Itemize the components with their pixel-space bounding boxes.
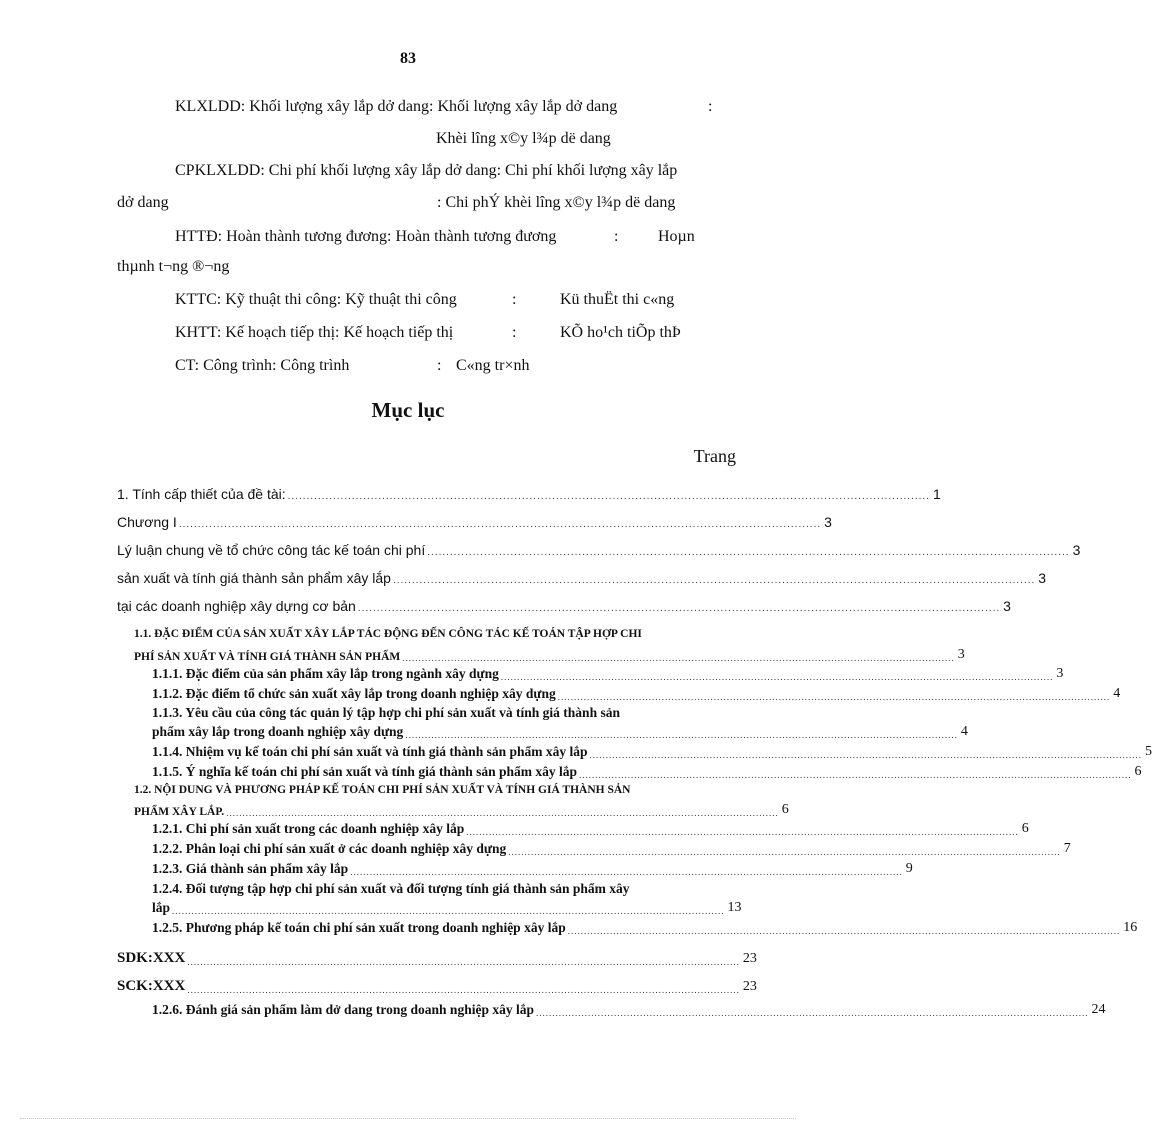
toc-page-number: 6: [1021, 821, 1029, 836]
toc-entry[interactable]: [117, 570, 1047, 586]
dot-leader: ..........................................................................................................................................................................: [350, 867, 903, 877]
abbr-ct-tail: C«ng tr×nh: [456, 357, 530, 374]
abbr-klxldd-line1: KLXLDD: Khối lượng xây lắp dở dang: Khối lượng xây lắp dở dang: [175, 98, 618, 115]
toc-page-number: 16: [1123, 920, 1138, 935]
toc-entry-text: 1.2.1. Chi phí sản xuất trong các doanh nghiệp xây lắp: [152, 821, 465, 836]
abbr-kttc-line1: KTTC: Kỹ thuật thi công: Kỹ thuật thi công: [175, 291, 457, 308]
abbr-httd-line1: HTTĐ: Hoàn thành tương đương: Hoàn thành tương đương: [175, 228, 557, 245]
toc-entry[interactable]: [152, 764, 1142, 780]
toc-page-number: 3: [824, 514, 832, 530]
toc-entry-text: SCK:XXX: [117, 978, 186, 994]
toc-entry-text: SDK:XXX: [117, 950, 186, 966]
toc-entry-text: 1.1.5. Ý nghĩa kế toán chi phí sản xuất và tính giá thành sản phẩm xây lắp: [152, 764, 577, 779]
toc-entry-text: PHẨM XÂY LẮP.: [134, 806, 225, 818]
toc-entry[interactable]: [152, 861, 913, 877]
toc-page-number: 3: [1038, 570, 1047, 586]
dot-leader: ..........................................................................................................................................................................: [402, 653, 955, 663]
abbr-httd-colon: :: [614, 228, 619, 245]
dot-leader: ..........................................................................................................................................................................: [508, 847, 1061, 857]
toc-entry-text: phẩm xây lắp trong doanh nghiệp xây dựng: [152, 724, 404, 739]
toc-entry[interactable]: [152, 744, 1152, 760]
abbr-httd-tail: Hoµn: [658, 228, 695, 245]
toc-entry-text: Lý luận chung về tổ chức công tác kế toán chi phí: [117, 542, 426, 558]
abbr-httd-line2: thµnh t¬ng ®¬ng: [117, 258, 230, 275]
dot-leader: ..........................................................................................................................................................................: [589, 750, 1142, 760]
abbr-klxldd-colon: :: [708, 98, 713, 115]
dot-leader: ..........................................................................................................................................................................: [405, 730, 958, 740]
dot-leader: ..........................................................................................................................................................................: [500, 672, 1054, 682]
abbr-cpklxldd-line2a: dở dang: [117, 194, 169, 211]
toc-entry-line1[interactable]: 1.2.4. Đối tượng tập hợp chi phí sản xuất và đối tượng tính giá thành sản phẩm xây: [152, 881, 630, 896]
footer-rule: [20, 1118, 796, 1119]
abbr-kttc-tail: Kü thuËt thi c«ng: [560, 291, 675, 308]
dot-leader: ..........................................................................................................................................................................: [427, 547, 1070, 558]
toc-entry-line1[interactable]: 1.1.3. Yêu cầu của công tác quản lý tập hợp chi phí sản xuất và tính giá thành sản: [152, 705, 620, 720]
toc-entry[interactable]: [117, 950, 757, 967]
toc-entry[interactable]: [152, 1002, 1106, 1018]
toc-section-heading-line1[interactable]: 1.2. NỘI DUNG VÀ PHƯƠNG PHÁP KẾ TOÁN CHI PHÍ SẢN XUẤT VÀ TÍNH GIÁ THÀNH SẢN: [134, 784, 631, 796]
toc-entry-text: 1.2.5. Phương pháp kế toán chi phí sản xuất trong doanh nghiệp xây lắp: [152, 920, 566, 935]
dot-leader: ..........................................................................................................................................................................: [172, 906, 725, 916]
toc-entry[interactable]: [152, 724, 968, 740]
toc-page-number: 3: [957, 647, 965, 662]
toc-entry-text: Chương I: [117, 514, 177, 530]
dot-leader: ..........................................................................................................................................................................: [178, 519, 822, 530]
dot-leader: ..........................................................................................................................................................................: [392, 575, 1036, 586]
toc-entry-text: 1.1.4. Nhiệm vụ kế toán chi phí sản xuất và tính giá thành sản phẩm xây lắp: [152, 744, 588, 759]
toc-entry-text: lắp: [152, 900, 171, 915]
dot-leader: ..........................................................................................................................................................................: [187, 985, 740, 995]
toc-page-number: 4: [960, 724, 968, 739]
toc-entry[interactable]: [117, 542, 1081, 558]
toc-entry[interactable]: [117, 598, 1011, 614]
toc-page-number: 23: [742, 979, 757, 994]
toc-page-number: 3: [1003, 598, 1011, 614]
toc-entry[interactable]: [152, 900, 740, 916]
dot-leader: ..........................................................................................................................................................................: [226, 808, 779, 818]
toc-entry-text: sản xuất và tính giá thành sản phẩm xây lắp: [117, 570, 391, 586]
toc-title: Mục lục: [371, 398, 445, 422]
dot-leader: ..........................................................................................................................................................................: [557, 692, 1111, 702]
dot-leader: ..........................................................................................................................................................................: [535, 1008, 1089, 1018]
toc-page-number: 3: [1056, 666, 1064, 681]
toc-entry[interactable]: [152, 821, 1029, 837]
abbr-kttc-colon: :: [512, 291, 517, 308]
toc-page-number: 3: [1072, 542, 1081, 558]
dot-leader: ..........................................................................................................................................................................: [357, 603, 1001, 614]
toc-entry[interactable]: [152, 686, 1121, 702]
toc-entry-text: 1.1.2. Đặc điểm tổ chức sản xuất xây lắp trong doanh nghiệp xây dựng: [152, 686, 556, 701]
toc-page-number: 4: [1113, 686, 1121, 701]
toc-page-number: 23: [742, 951, 757, 966]
toc-page-number: 13: [727, 900, 742, 915]
toc-entry-text: 1.2.2. Phân loại chi phí sản xuất ở các doanh nghiệp xây dựng: [152, 841, 507, 856]
toc-entry-text: 1.2.3. Giá thành sản phẩm xây lắp: [152, 861, 349, 876]
toc-section-heading-line1[interactable]: 1.1. ĐẶC ĐIỂM CỦA SẢN XUẤT XÂY LẮP TÁC ĐỘNG ĐẾN CÔNG TÁC KẾ TOÁN TẬP HỢP CHI: [134, 628, 642, 640]
abbr-ct-colon: :: [437, 357, 442, 374]
toc-entry[interactable]: [117, 978, 757, 995]
page-number: 83: [400, 50, 416, 67]
toc-entry[interactable]: [152, 841, 1071, 857]
dot-leader: ..........................................................................................................................................................................: [466, 827, 1019, 837]
abbr-cpklxldd-line1: CPKLXLDD: Chi phí khối lượng xây lắp dở dang: Chi phí khối lượng xây lắp: [175, 162, 678, 179]
dot-leader: ..........................................................................................................................................................................: [579, 770, 1132, 780]
dot-leader: ..........................................................................................................................................................................: [567, 926, 1121, 936]
toc-entry[interactable]: [152, 920, 1138, 936]
toc-page-number: 5: [1144, 744, 1152, 759]
toc-page-number: 6: [1134, 764, 1142, 779]
dot-leader: ..........................................................................................................................................................................: [287, 491, 930, 502]
abbr-khtt-tail: KÕ ho¹ch tiÕp thÞ: [560, 324, 681, 341]
toc-page-number: 9: [905, 861, 913, 876]
toc-page-number: 24: [1091, 1002, 1106, 1017]
abbr-cpklxldd-line2b: : Chi phÝ khèi lîng x©y l¾p dë dang: [437, 194, 676, 211]
abbr-klxldd-line2: Khèi lîng x©y l¾p dë dang: [436, 130, 611, 147]
abbr-ct-line1: CT: Công trình: Công trình: [175, 357, 350, 374]
toc-entry-text: PHÍ SẢN XUẤT VÀ TÍNH GIÁ THÀNH SẢN PHẨM: [134, 651, 401, 663]
toc-page-number: 7: [1063, 841, 1071, 856]
toc-entry[interactable]: [117, 486, 941, 502]
toc-entry-text: 1.2.6. Đánh giá sản phẩm làm dở dang trong doanh nghiệp xây lắp: [152, 1002, 534, 1017]
toc-entry-text: 1.1.1. Đặc điểm của sản phẩm xây lắp trong ngành xây dựng: [152, 666, 499, 681]
toc-page-number: 6: [781, 802, 789, 817]
toc-entry[interactable]: [134, 802, 789, 818]
toc-entry[interactable]: [134, 647, 965, 663]
toc-entry[interactable]: [117, 514, 832, 530]
toc-entry-text: tại các doanh nghiệp xây dựng cơ bản: [117, 598, 356, 614]
toc-page-header: Trang: [693, 446, 736, 466]
abbr-khtt-line1: KHTT: Kế hoạch tiếp thị: Kế hoạch tiếp thị: [175, 324, 454, 341]
abbr-khtt-colon: :: [512, 324, 517, 341]
dot-leader: ..........................................................................................................................................................................: [187, 957, 740, 967]
toc-entry-text: 1. Tính cấp thiết của đề tài:: [117, 486, 286, 502]
toc-entry[interactable]: [152, 666, 1064, 682]
toc-page-number: 1: [932, 486, 941, 502]
